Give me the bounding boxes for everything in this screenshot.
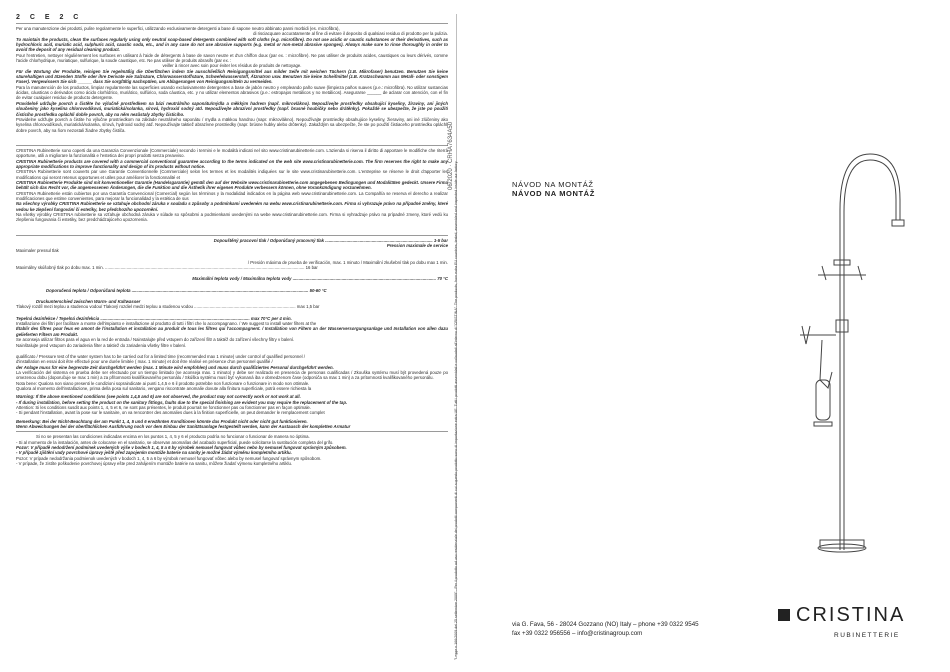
warning-l7: Si no se presentan las condiciones indicadas encima en los puntos 1, 4, 5 y 6 el producto podría no funcionar o funcionar de manera no óptima. <box>36 434 310 440</box>
warning-l6: Wenn Abweichungen bei der oberflächlichen Ausführung noch vor dem Einbau der Sanitätsanlage festgestellt werden, kann der Austausch der kompletten Armatur <box>16 423 351 429</box>
maintenance-it: Per una manutenzione dei prodotti, pulire regolarmente le superfici, utilizzando esclusivamente detergenti a base di sapone neutro abbinato panni morbidi (es. microfibra), <box>16 26 340 31</box>
maintenance-fr-2: veiller à rincer avec soin pour éviter les résidus de produits de nettoyage. <box>162 63 302 69</box>
maintenance-sk: Pravidelne udržujte povrch a čistite ho výlučne prostriedkom na základe neutrálneho saponátu / mydla a mäkkou handrou (napr. mikrovlákno). Nepoužívajte prostriedky obsahujúce kyseliny, žieraviny, ani iné zlúčeniny ako kyselina chlorovodíková, muriatická/solanka, sírová, hydroxid sodný atď. Nepoužívajte taktiež abrazívne prostriedky (napr. brúsne hubky alebo drôtenky). Zakaždým sa ubezpečte, že ste po použití čistiaceho prostriedku opláchli dobre povrch, aby na ňom nezostali žiadne zbytky čističa. <box>16 116 448 133</box>
warranty-section <box>16 148 448 223</box>
faucet-spout-inner <box>844 160 896 550</box>
install-l4: Nainštalujte pred vstupom do zariadenia filter a taktiež do zariadenia všetky filtre v balení. <box>16 342 187 348</box>
spec-hardness: Tepelná dezinfekce / Tepelná dezinfekcia ............................................................................................................................. max 70°C per 4 min. <box>16 315 292 321</box>
warning-l8: - Si al momento de la instalación, antes de colocarse en el sanitario, se observan anomalías del acabado superficial, puede solicitarse la sustitución completa del grifo. <box>16 439 334 445</box>
cover-title-sk: NÁVOD NA MONTÁŽ <box>512 189 595 198</box>
warning-l10: - V případě zjištění vady povrchové úpravy ještě před zapojením montáže baterie na sanity je možné žádat výměnu kompletního artiklu. <box>16 450 292 456</box>
test-l5: Nota bene: Qualora non siano presenti le condizioni sopraindicate ai punti 1,4,5 e 6 il prodotto potrebbe non funzionare o funzionare in modo non ottimale. <box>16 380 310 386</box>
spec-pressure-test: / Presión máxima de prueba de verificación, max. 1 minuto / Maximální zkušební tlak po dobu max 1 min. <box>247 259 448 265</box>
faucet-hand-shower <box>816 380 830 420</box>
header-rule <box>16 23 448 24</box>
document-code-text: 06/2020 · CRHA7634A50 <box>448 121 454 190</box>
legal-note <box>452 150 468 660</box>
warning-section <box>16 394 448 466</box>
spec-pressure-test-sk: Maximálny skúšobný tlak po dobu max. 1 min. ....................................................................................................................................................................... 16 bar <box>16 265 318 271</box>
maintenance-fr: Pour l'entretien, nettoyer régulièrement les surfaces en utilisant à l'aide de détergents à base de savon neutre et d'un chiffon doux (par ex. : microfibre). Ne pas utiliser de produits acides, caustiques ou leurs dérivés, comme l'acide chlorhydrique, muriatique, sulfurique, la soude caustique, etc. Ne pas utiliser de produits abrasifs (par ex. : <box>16 52 448 64</box>
spec-temp-rec: Doporučená teplota / Odporúčaná teplota .................................................................................................................................................... 50-60 °C <box>46 287 327 293</box>
spec-diff: Druckunterschied zwischen Warm- und Kaltwasser <box>36 299 141 305</box>
maintenance-en: To maintain the products, clean the surfaces regularly using only neutral soap-based detergents combined with soft cloths (e.g. microfibre). Do not use acidic or caustic substances or their derivatives, such as hydrochloric acid, muriatic acid, sulphuric acid, caustic soda, etc., and in any case do not use abrasive supports (e.g. metal or non-metal abrasive sponges). Always make sure to rinse thoroughly in order to avoid the deposit of any residual cleaning product. <box>16 36 448 53</box>
legal-note-text: "Legge n.166/2009 del 25 settembre 2009" - Per il prodotto ad uso residenziale dei prodotti componenti di cui a questo prodotto sono di importazione extra UE. Tutti i prodotti assemblati e collaudati all'interno di "CRISTINA". The products, from extra EU countries, tested, assembled and inspected inside our factory. <box>454 160 458 660</box>
install-l3: Se aconseja utilizar filtros para el agua en la red de entrada / Nainstalujte před vstupem do zařízení filtr a taktéž do zařízení všechny filtry v balení. <box>16 337 295 343</box>
warning-l12: - V prípade, že zistíte poškodenie povrchovej úpravy ešte pred zahájením montáže batérie na sanitu, môžete žiadať výmenu kompletného artiklu. <box>16 461 293 467</box>
test-section <box>16 354 448 391</box>
fax-line: fax +39 0322 956556 – info@cristinagroup.com <box>512 629 643 637</box>
warranty-rule <box>16 145 448 146</box>
test-l6: Qualora al momento dell'installazione, prima della posa sul sanitario, vengano riscontrate anomalie dovute alla finitura superficiale, potrà essere richiesta la <box>16 385 312 391</box>
faucet-body <box>836 320 848 332</box>
test-l4: La verificación del sistema en prueba debe ser efectuado por un tiempo limitado (se aconseja max. 1 minuto) y debe ser realizado en presencia de personas cualificadas / Zkouška systému musí být provedená pouze po omezenou dobu (doporučuje se max 1 min) a za přítomnosti kvalifikovaného personálu / Skúška systému musí byť vykonaná iba v obmedzenom čase (odporúča sa max 1 min) a za prítomnosti kvalifikovaného personálu. <box>16 369 448 381</box>
test-l1: qualificato / Pressure test of the water system has to be carried out for a limited time (recommended max 1 minute) under control of qualified personnel / <box>16 353 305 359</box>
warning-rule <box>16 431 448 432</box>
install-section <box>16 321 448 348</box>
left-text-column <box>16 14 448 664</box>
warning-l9: Pozor: V případě nedodržení podmínek uvedených výše v bodech 1, 4, 5 a 6 by výrobek nemusel fungovat vůbec nebo by nemusel fungovat správným způsobem. <box>16 445 347 450</box>
spec-temp-max: Maximální teplota vody / Maximálna teplota vody ........................................................................................................................ 70 °C <box>192 276 448 282</box>
company-address <box>512 621 699 638</box>
spec-diff-sk: Tlakový rozdíl mezi teplou a studenou vodou/ Tlakový rozdiel medzi teplou a studenou vodou ..................................................................................... max 1,5 bar <box>16 304 320 310</box>
spec-pressure-max: Maximaler pressul tlak <box>16 248 59 254</box>
faucet-aerator <box>892 220 904 226</box>
test-l2: d'installation en essai doit être effectué pour une durée limitée ( max. 1 minute) et doit être réalisé en présence d'un personnel qualifié / <box>16 359 273 365</box>
maintenance-cs: Pravidelně udržujte povrch a čistěte ho výlučně prostředkem na bázi neutrálního saponátu/mýdla a měkkým hadrem (např. mikrovlákno). Nepoužívejte prostředky obsahující kyseliny, žíraviny, ani jiných sloučeniny jako kyselina chlorovodíková, muriatická/solanka, sírová, hydroxid sodný atd. Nepoužívejte abrazivní prostředky (např. brusné houbičky nebo drátěnky). Pokaždé se ubezpečte, že jste po použití čisticího prostředku opláchli dobře povrch, aby na něm nezůstaly zbytky čisticího. <box>16 100 448 117</box>
install-l1: Installazione dei filtri per facilitare a monte dell'impianto e installazione al prodotto di tutti i filtri che lo accompagnano. / We suggest to install water filters at the <box>16 321 317 327</box>
warranty-fr: CRISTINA Rubinetterie sont couverts par une Garantie Conventionnelle (Commerciale) selon les termes et les modalités indiquées sur le site www.cristinarubinetterie.com. L'entreprise se réserve le droit d'apporter les modifications qui seront retenus opportunes et utiles pour améliorer la fonctionnalité et <box>16 169 448 180</box>
cover-panel <box>470 0 940 672</box>
test-l3: der Anlage muss für eine begrenzte Zeit durchgeführt werden (max. 1 Minute wird empfohlen) und muss durch qualifiziertes Personal durchgeführt werden. <box>16 364 334 370</box>
faucet-spout-outline <box>840 154 900 550</box>
faucet-illustration <box>758 140 908 560</box>
language-header: 2 C E 2 C <box>16 14 83 21</box>
warranty-sk: Na všetky výrobky CRISTINA rubinetterie sa vzťahuje obchodná záruka v súlade so spôsobmi a podmienkami uvedenými na webe www.cristinarubinetterie.com. Firma si vyhradzuje právo na prípadné zmeny, ktoré vedú ku zlepšeniu fungovania či estetiky, bez predchádzajúceho upozornenia. <box>16 212 448 223</box>
warning-l4: - Si pendant l'installation, avant la pose sur le sanitaire, on va rencontrer des anomalies dues à la finition superficielle, on peut demander le remplacement complet <box>16 410 325 416</box>
specs-rule <box>16 235 448 236</box>
brand-subtitle: RUBINETTERIE <box>834 632 900 639</box>
faucet-collar-upper <box>834 260 850 265</box>
brand-square-icon <box>778 609 790 621</box>
spec-pressure-label: Pression maximale de service <box>386 243 448 249</box>
warranty-it: CRISTINA Rubinetterie sono coperti da una Garanzia Convenzionale (Commerciale) secondo i termini e le modalità indicati nel sito www.cristinarubinetterie.com. L'azienda si riserva il diritto di apportare le modifiche che riterrà opportune, utili a migliorare la funzionalità e l'estetica dei propri prodotti senza preavviso. <box>16 147 448 159</box>
faucet-cross-handle-upper <box>822 266 862 280</box>
warning-l2: - If during installation, before setting the product on the sanitary fittings, faults due to the special finishing are evident you may require the replacement of the tap. <box>16 399 348 405</box>
warranty-cs: Na všechny výrobky CRISTINA Rubinetterie se vztahuje obchodní záruka v souladu s způsoby a podmínkami uvedeném na webu www.cristinarubinetterie.com. Firma si vyhrazuje právo na případné změny, které vedou ke zlepšení fungování či estetiky, bez předchozího upozornění. <box>16 201 448 212</box>
maintenance-es: Para la manutención de los productos, limpiar regularmente las superficies usando exclusivamente detergentes a base de jabón neutro y empleando paño suave (limpieza paños suaves (p.e.: microfibra). No utilizar sustancias ácidas, cáusticas o derivados como ácido clorhídrico, muriático, sulfúrico, soda cáustica, etc. y no utilizar elementos abrasivos (p.e.: estropajos metálicos y no metálicos). Asegurarse ______ de aclarar con atención, con el fin de evitar cualquier residuo de producto detergente. <box>16 84 448 101</box>
maintenance-de: Für die Wartung der Produkte, reinigen Sie regelmäßig die Oberflächen indem Sie ausschließlich Reinigungsmittel aus milder Seife mit weichen Tüchern (z.B. Mikrofaser) benutzen. Benutzen Sie keine säurehaltigen und ätzenden Stoffe oder ihre Derivate wie Salzsäure, Chlorwasserstoffsäure, Schwefelwasserstoff, Ätznatron usw. Benutzen Sie keine Scheifmittel (z.B. Kratzschwamm aus Metall- oder sonstigem Faser). Vergewissern Sie sich ______ dass Sie sorgfältig nachspülen, um Ablagerungen von Reinigungsmitteln zu vermeiden. <box>16 68 448 85</box>
faucet-shower-holder <box>814 422 832 426</box>
specs-section <box>16 238 448 321</box>
spec-pressure: Dopouštěný pracovní tlak / Odporúčaný pracovný tlak .......................................................................................... 1-5 bar <box>213 237 448 243</box>
cover-title-cs: NÁVOD NA MONTÁŽ <box>512 180 594 189</box>
warning-l5: Bemerkung: Bei der Nicht-Beachtung der am Punkt 1, 4, 5 und 6 erwähnten Konditionen könnte das Produkt nicht oder nicht gut funktionieren. <box>16 418 308 424</box>
warranty-es: CRISTINA Rubinetterie están cubiertos por una Garantía Convencional (Comercial) según los términos y la modalidad indicados en la página web www.cristinarubinetterie.com. La Compañía se reserva el derecho a realizar modificaciones que estime convenientes, para mejorar la funcionalidad y la estética de sus <box>16 190 448 201</box>
maintenance-it-2: di risciacquare accuratamente al fine di evitare il deposito di qualsiasi residuo di prodotto per la pulizia. <box>253 31 448 37</box>
warranty-en: CRISTINA Rubinetterie products are covered with a commercial conventional guarantee according to the terms indicated on the web site www.cristinarubinetterie.com. The firm reserves the right to make any appropriate modifications to improve functionality and design of its products without notice. <box>16 158 448 169</box>
maintenance-section <box>16 26 448 133</box>
faucet-shower-hose <box>820 340 832 388</box>
brand-name: CRISTINA <box>796 604 906 626</box>
install-l2: Établir des filtres pour feux en amont de l'installation et installation au produit de tous les filtres qui l'accompagnent. / Installation von Filtern an der Wasserversorgungsanlage und Installation von allen dazu gelieferten Filtern am Produkt. <box>16 326 448 337</box>
address-line: via G. Fava, 56 - 28024 Gozzano (NO) Italy – phone +39 0322 9545 <box>512 621 699 628</box>
warranty-de: CRISTINA Rubinetterie Produkte sind mit konventioneller Garantie (Handelsgarantie) gemäß den auf der Website www.cristinarubinetterie.com angegebenen Bedingungen und Modalitäten gedeckt. Unsere Firma behält sich das Recht vor, die angemessenen Änderungen, die die Funktion und die Ästhetik ihrer eigenen Produkte verbessern können, ohne Vorankündigung vorzunehmen. <box>16 179 448 191</box>
warning-l1: Warning: If the above mentioned conditions (see points 1,4,5 and 6) are not observed, the product may not correctly work or not work at all. <box>16 394 301 400</box>
brand-logo <box>778 604 928 644</box>
warning-l3: Attention: Si les conditions susdit aux points 1, 4, 5 et 6, ne sont pas présentes, le produit pourrait ne fonctionner pas ou fonctionner pas en façon optimale. <box>16 404 311 410</box>
warning-l11: Pozor: V prípade nedodržania podmienok uvedených v bodoch 1, 4, 5 a 6 by výrobok nemusel fungovať vôbec alebo by nemusel fungovať správnym spôsobom. <box>16 455 322 461</box>
